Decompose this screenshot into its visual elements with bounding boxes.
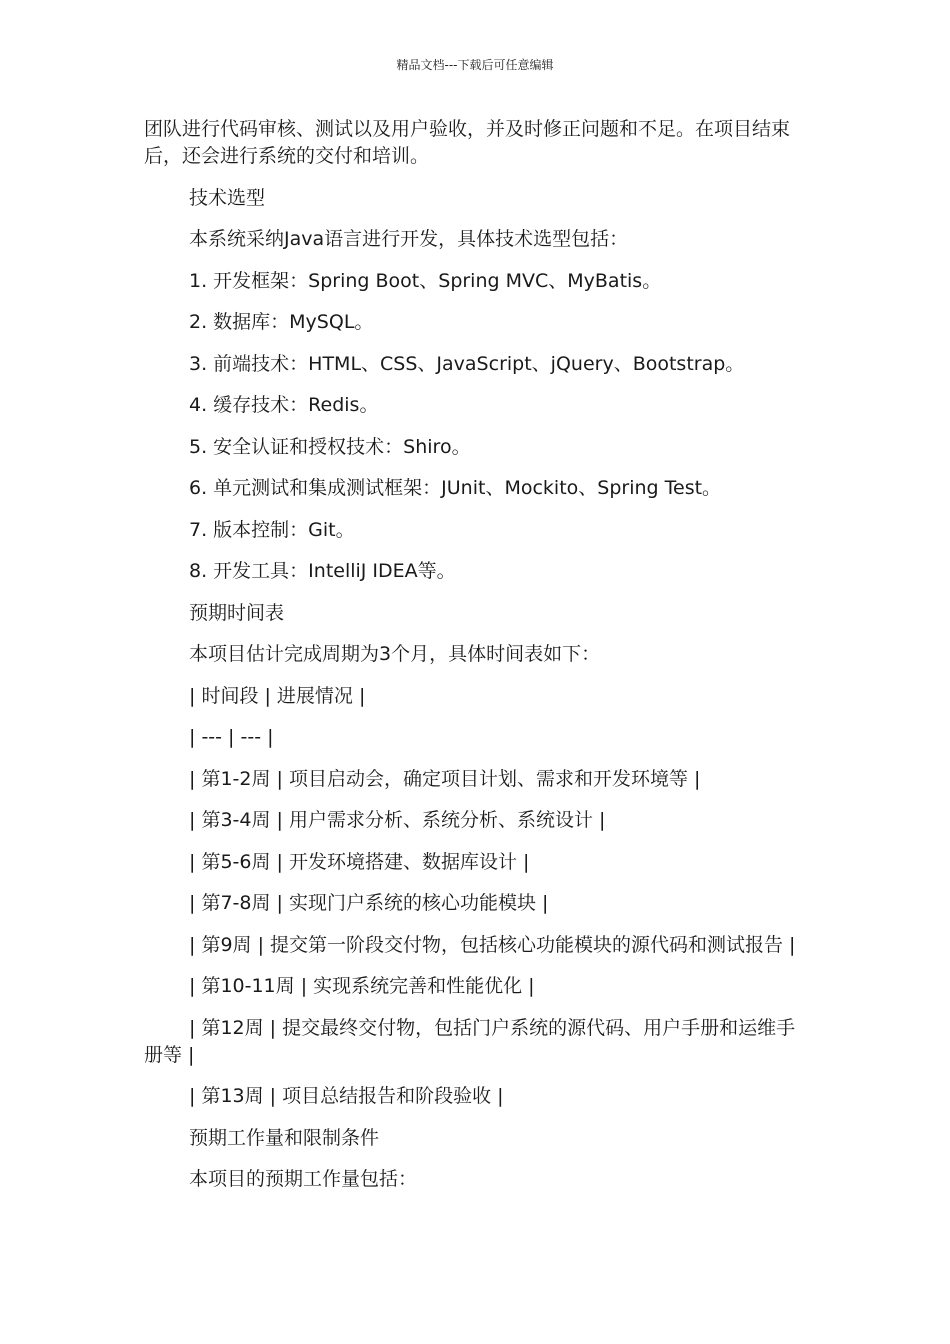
list-item-dev-tools: 8. 开发工具：IntelliJ IDEA等。 xyxy=(189,560,456,582)
section-heading-workload: 预期工作量和限制条件 xyxy=(189,1126,380,1149)
table-row: | 第1-2周 | 项目启动会，确定项目计划、需求和开发环境等 | xyxy=(189,767,701,790)
paragraph-tech-intro: 本系统采纳Java语言进行开发，具体技术选型包括： xyxy=(189,228,629,250)
paragraph-workload-intro: 本项目的预期工作量包括： xyxy=(189,1168,418,1190)
list-item-frontend: 3. 前端技术：HTML、CSS、JavaScript、jQuery、Bootstrap。 xyxy=(189,352,745,375)
table-row: | 第12周 | 提交最终交付物，包括门户系统的源代码、用户手册和运维手册等 | xyxy=(144,1016,796,1066)
page-header: 精品文档---下载后可任意编辑 xyxy=(396,58,554,72)
table-row: | 第13周 | 项目总结报告和阶段验收 | xyxy=(189,1085,504,1107)
table-row: | 第5-6周 | 开发环境搭建、数据库设计 | xyxy=(189,850,530,873)
document-body xyxy=(144,116,806,1208)
list-item-version-control: 7. 版本控制：Git。 xyxy=(189,518,355,541)
table-row: | 第9周 | 提交第一阶段交付物，包括核心功能模块的源代码和测试报告 | xyxy=(189,933,796,956)
table-row: | 第3-4周 | 用户需求分析、系统分析、系统设计 | xyxy=(189,809,606,831)
section-heading-schedule: 预期时间表 xyxy=(189,601,285,624)
paragraph-schedule-intro: 本项目估计完成周期为3个月，具体时间表如下： xyxy=(189,643,601,665)
list-item-framework: 1. 开发框架：Spring Boot、Spring MVC、MyBatis。 xyxy=(189,269,662,292)
table-row-separator: | --- | --- | xyxy=(189,726,274,748)
list-item-security: 5. 安全认证和授权技术：Shiro。 xyxy=(189,435,471,458)
table-row: | 第7-8周 | 实现门户系统的核心功能模块 | xyxy=(189,892,549,914)
list-item-cache: 4. 缓存技术：Redis。 xyxy=(189,394,379,416)
list-item-testing: 6. 单元测试和集成测试框架：JUnit、Mockito、Spring Test。 xyxy=(189,477,722,499)
table-row: | 第10-11周 | 实现系统完善和性能优化 | xyxy=(189,975,535,997)
paragraph-continuation: 团队进行代码审核、测试以及用户验收，并及时修正问题和不足。在项目结束后，还会进行系统的交付和培训。 xyxy=(144,118,791,167)
list-item-database: 2. 数据库：MySQL。 xyxy=(189,311,374,333)
section-heading-tech-selection: 技术选型 xyxy=(189,186,266,209)
table-row-header: | 时间段 | 进展情况 | xyxy=(189,684,366,707)
